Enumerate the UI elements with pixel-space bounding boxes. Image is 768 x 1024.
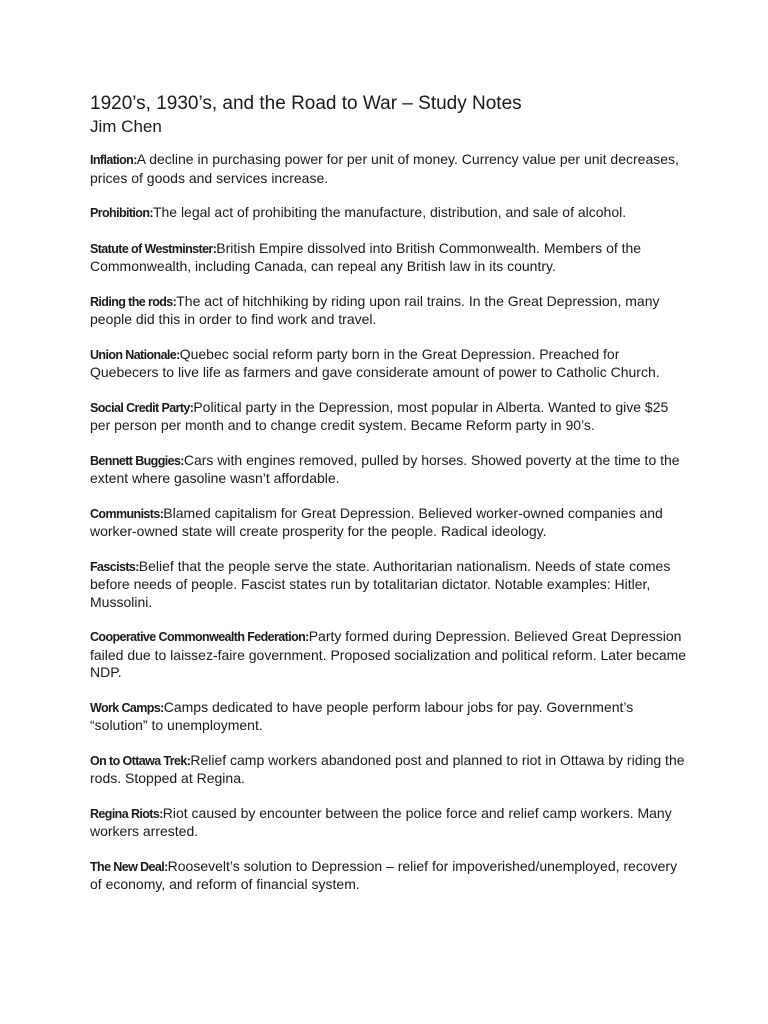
entry-definition: A decline in purchasing power for per unit of money. Currency value per unit decreases, prices of goods and services increase. [90, 151, 679, 186]
entry-definition: Roosevelt’s solution to Depression – relief for impoverished/unemployed, recovery of economy, and reform of financial system. [90, 857, 678, 892]
entry-definition: Political party in the Depression, most popular in Alberta. Wanted to give $25 per person per month and to change credit system. Became Reform party in 90’s. [90, 398, 669, 433]
entry-definition: Cars with engines removed, pulled by horses. Showed poverty at the time to the extent where gasoline wasn’t affordable. [90, 451, 680, 486]
entry-statute-of-westminster [90, 240, 690, 276]
entry-term: Union Nationale: [90, 347, 180, 362]
entry-inflation [90, 151, 690, 187]
entry-definition: Riot caused by encounter between the police force and relief camp workers. Many workers arrested. [90, 804, 672, 839]
entry-term: Statute of Westminster: [90, 241, 217, 256]
entry-term: Social Credit Party: [90, 400, 194, 415]
entry-definition: Relief camp workers abandoned post and planned to riot in Ottawa by riding the rods. Stopped at Regina. [90, 751, 685, 786]
entry-term: The New Deal: [90, 859, 168, 874]
entry-term: Inflation: [90, 153, 137, 167]
entry-term: Communists: [90, 506, 164, 521]
entry-term: Cooperative Commonwealth Federation: [90, 630, 309, 644]
entry-bennett-buggies [90, 452, 690, 488]
entry-term: Fascists: [90, 559, 139, 574]
entry-social-credit-party [90, 399, 690, 435]
entry-riding-the-rods [90, 293, 690, 329]
entry-the-new-deal [90, 858, 690, 894]
entry-work-camps [90, 699, 690, 735]
entry-definition: Party formed during Depression. Believed Great Depression failed due to laissez-faire government. Proposed socialization and political reform. Later became NDP. [90, 628, 687, 680]
entry-definition: Belief that the people serve the state. Authoritarian nationalism. Needs of state comes before needs of people. Fascist states run by totalitarian dictator. Notable examples: Hitler, Mussolini. [90, 557, 671, 610]
entry-term: Bennett Buggies: [90, 453, 184, 468]
entry-definition: The legal act of prohibiting the manufacture, distribution, and sale of alcohol. [152, 204, 627, 220]
entry-on-to-ottawa-trek [90, 752, 690, 788]
document-author: Jim Chen [90, 117, 162, 136]
entry-term: On to Ottawa Trek: [90, 753, 191, 768]
entry-fascists [90, 558, 690, 612]
entry-definition: Blamed capitalism for Great Depression. Believed worker-owned companies and worker-owned state will create prosperity for the people. Radical ideology. [90, 504, 663, 539]
entry-definition: Quebec social reform party born in the Great Depression. Preached for Quebecers to live life as farmers and gave considerate amount of power to Catholic Church. [90, 345, 660, 380]
entry-term: Work Camps: [90, 700, 164, 715]
entry-term: Riding the rods: [90, 294, 177, 309]
entry-union-nationale [90, 346, 690, 382]
entry-regina-riots [90, 805, 690, 841]
entry-communists [90, 505, 690, 541]
document-title: 1920’s, 1930’s, and the Road to War – Study Notes [90, 93, 522, 114]
entry-term: Prohibition: [90, 206, 153, 220]
entry-cooperative-commonwealth-federation [90, 628, 690, 682]
entry-definition: The act of hitchhiking by riding upon rail trains. In the Great Depression, many people did this in order to find work and travel. [90, 292, 660, 327]
entry-prohibition [90, 204, 690, 223]
entry-definition: British Empire dissolved into British Commonwealth. Members of the Commonwealth, including Canada, can repeal any British law in its country. [90, 239, 642, 274]
entry-term: Regina Riots: [90, 806, 163, 821]
entry-definition: Camps dedicated to have people perform labour jobs for pay. Government’s “solution” to unemployment. [90, 698, 634, 733]
